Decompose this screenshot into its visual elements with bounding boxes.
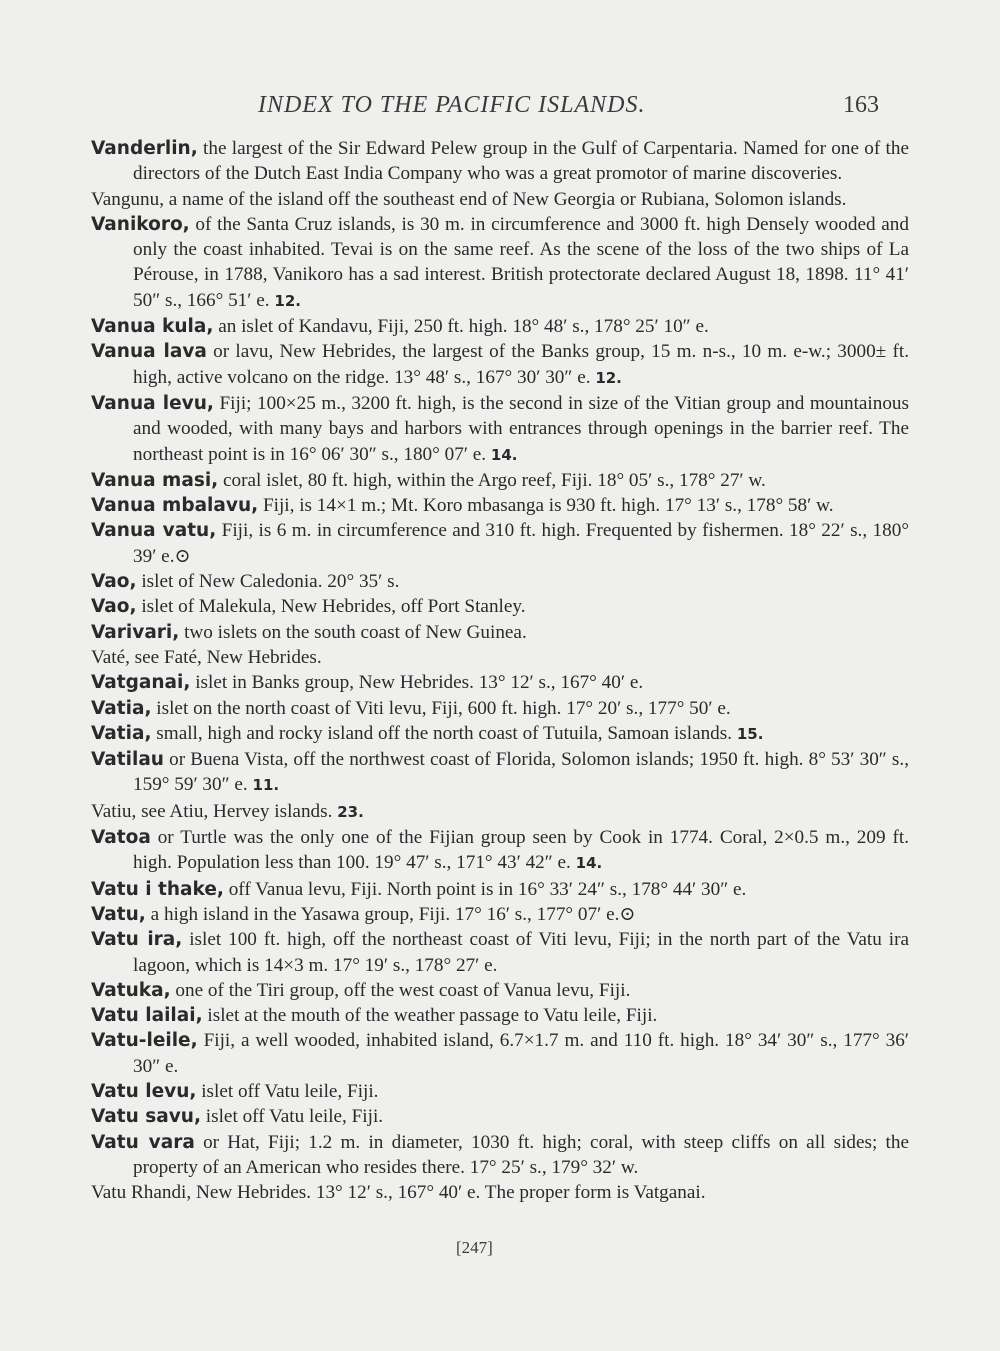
- entry-headword: Vatu levu,: [91, 1080, 197, 1102]
- entry-text: islet of Malekula, New Hebrides, off Port Stanley.: [136, 596, 526, 618]
- entry-headword: Vanua vatu,: [91, 520, 217, 542]
- entry-text: off Vanua levu, Fiji. North point is in 16° 33′ 24″ s., 178° 44′ 30″ e.: [223, 878, 747, 900]
- entry-headword: Vatu i thake,: [91, 878, 224, 900]
- index-entry: [91, 391, 909, 468]
- index-entry: [91, 569, 909, 594]
- entry-headword: Vanikoro,: [91, 213, 190, 235]
- entry-text: or Buena Vista, off the northwest coast of Florida, Solomon islands; 1950 ft. high. 8° 53′ 30″ s., 159° 59′ 30″ e.: [133, 749, 909, 796]
- index-entry: [91, 594, 909, 619]
- entry-text: an islet of Kandavu, Fiji, 250 ft. high. 18° 48′ s., 178° 25′ 10″ e.: [213, 316, 709, 338]
- entry-map-number: 12.: [595, 368, 622, 387]
- entry-headword: Vatu ira,: [91, 929, 183, 951]
- entry-headword: Vatilau: [91, 749, 164, 771]
- entry-headword: Vatia,: [91, 722, 152, 744]
- index-entry: [91, 799, 909, 825]
- entry-text: Fiji; 100×25 m., 3200 ft. high, is the second in size of the Vitian group and mountainous and wooded, with many bays and harbors with entrances through openings in the barrier reef. The northeast point is in 16° 06′ 30″ s., 180° 07′ e.: [133, 392, 909, 465]
- entry-headword: Vanua masi,: [91, 469, 219, 491]
- folio-number: [247]: [456, 1238, 493, 1257]
- index-entry: [91, 645, 909, 670]
- entry-text: islet of New Caledonia. 20° 35′ s.: [136, 571, 400, 593]
- entry-text: islet off Vatu leile, Fiji.: [201, 1106, 384, 1128]
- index-entry: [91, 314, 909, 339]
- entry-map-number: 14.: [490, 445, 518, 464]
- index-entry: [91, 1180, 909, 1205]
- entry-headword: Vatganai,: [91, 672, 191, 694]
- entry-map-number: 14.: [575, 854, 603, 873]
- entry-text: islet off Vatu leile, Fiji.: [196, 1080, 379, 1102]
- entry-headword: Vanua kula,: [91, 316, 214, 338]
- index-entry: [91, 670, 909, 695]
- index-entry: [91, 493, 909, 518]
- entry-text: or Turtle was the only one of the Fijian group seen by Cook in 1774. Coral, 2×0.5 m., 209 ft. high. Population less than 100. 19° 47′ s., 171° 43′ 42″ e.: [133, 827, 909, 874]
- entry-text: islet 100 ft. high, off the northeast coast of Viti levu, Fiji; in the north part of the Vatu ira lagoon, which is 14×3 m. 17° 19′ s., 178° 27′ e.: [133, 929, 909, 976]
- entry-map-number: 11.: [252, 776, 280, 795]
- entry-text: one of the Tiri group, off the west coast of Vanua levu, Fiji.: [170, 979, 631, 1001]
- entry-headword: Vatu lailai,: [91, 1005, 203, 1027]
- entry-headword: Vatu-leile,: [91, 1030, 198, 1052]
- index-entries: [91, 136, 909, 1205]
- index-entry: [91, 1130, 909, 1181]
- entry-text: Vaté, see Faté, New Hebrides.: [91, 646, 322, 668]
- index-entry: [91, 620, 909, 645]
- entry-headword: Vao,: [91, 596, 137, 618]
- entry-text: Vangunu, a name of the island off the southeast end of New Georgia or Rubiana, Solomon islands.: [91, 188, 847, 210]
- entry-text: Fiji, is 6 m. in circumference and 310 ft. high. Frequented by fishermen. 18° 22′ s., 180° 39′ e.⊙: [133, 520, 909, 567]
- entry-headword: Vatoa: [91, 827, 151, 849]
- entry-map-number: 12.: [274, 291, 301, 310]
- index-entry: [91, 978, 909, 1003]
- entry-text: two islets on the south coast of New Guinea.: [179, 621, 527, 643]
- entry-headword: Varivari,: [91, 621, 180, 643]
- entry-text: small, high and rocky island off the north coast of Tutuila, Samoan islands.: [151, 722, 737, 744]
- entry-text: Vatiu, see Atiu, Hervey islands.: [91, 800, 338, 822]
- index-entry: [91, 339, 909, 391]
- running-head: [0, 86, 1000, 122]
- index-entry: [91, 518, 909, 569]
- entry-map-number: 23.: [337, 802, 364, 821]
- index-entry: [91, 927, 909, 978]
- entry-headword: Vatuka,: [91, 979, 171, 1001]
- entry-text: islet on the north coast of Viti levu, Fiji, 600 ft. high. 17° 20′ s., 177° 50′ e.: [151, 697, 731, 719]
- entry-headword: Vanua mbalavu,: [91, 495, 259, 517]
- entry-text: or lavu, New Hebrides, the largest of the Banks group, 15 m. n-s., 10 m. e-w.; 3000± ft. high, active volcano on the ridge. 13° 48′ s., 167° 30′ 30″ e.: [133, 341, 909, 388]
- entry-headword: Vatu vara: [91, 1131, 195, 1153]
- index-entry: [91, 212, 909, 314]
- page-number: 163: [843, 92, 879, 118]
- entry-text: islet in Banks group, New Hebrides. 13° 12′ s., 167° 40′ e.: [190, 672, 644, 694]
- entry-headword: Vatu,: [91, 903, 146, 925]
- entry-headword: Vanua lava: [91, 341, 207, 363]
- entry-text: or Hat, Fiji; 1.2 m. in diameter, 1030 ft. high; coral, with steep cliffs on all sides; the property of an American who resides there. 17° 25′ s., 179° 32′ w.: [133, 1131, 909, 1178]
- index-entry: [91, 747, 909, 799]
- entry-text: islet at the mouth of the weather passage to Vatu leile, Fiji.: [202, 1005, 658, 1027]
- entry-headword: Vatu savu,: [91, 1106, 201, 1128]
- index-entry: [91, 877, 909, 902]
- entry-headword: Vanua levu,: [91, 392, 214, 414]
- index-entry: [91, 902, 909, 927]
- entry-headword: Vao,: [91, 571, 137, 593]
- index-entry: [91, 696, 909, 721]
- index-entry: [91, 1028, 909, 1079]
- entry-text: of the Santa Cruz islands, is 30 m. in circumference and 3000 ft. high Densely wooded and only the coast inhabited. Tevai is on the same reef. As the scene of the loss of the two ships of La Pérouse, in 1788, Vanikoro has a sad interest. British protectorate declared August 18, 1898. 11° 41′ 50″ s., 166° 51′ e.: [133, 213, 909, 311]
- index-entry: [91, 187, 909, 212]
- entry-map-number: 15.: [736, 724, 764, 743]
- entry-text: Vatu Rhandi, New Hebrides. 13° 12′ s., 167° 40′ e. The proper form is Vatganai.: [91, 1182, 706, 1204]
- entry-text: coral islet, 80 ft. high, within the Argo reef, Fiji. 18° 05′ s., 178° 27′ w.: [218, 469, 766, 491]
- entry-headword: Vatia,: [91, 697, 152, 719]
- index-entry: [91, 468, 909, 493]
- entry-text: a high island in the Yasawa group, Fiji. 17° 16′ s., 177° 07′ e.⊙: [145, 903, 636, 925]
- index-entry: [91, 136, 909, 187]
- index-entry: [91, 825, 909, 877]
- index-entry: [91, 1079, 909, 1104]
- entry-headword: Vanderlin,: [91, 138, 198, 159]
- index-entry: [91, 1003, 909, 1028]
- index-entry: [91, 721, 909, 747]
- index-entry: [91, 1104, 909, 1129]
- entry-text: Fiji, a well wooded, inhabited island, 6.7×1.7 m. and 110 ft. high. 18° 34′ 30″ s., 177° 36′ 30″ e.: [133, 1030, 909, 1077]
- entry-text: Fiji, is 14×1 m.; Mt. Koro mbasanga is 930 ft. high. 17° 13′ s., 178° 58′ w.: [258, 495, 834, 517]
- page-title: INDEX TO THE PACIFIC ISLANDS.: [258, 92, 646, 118]
- entry-text: the largest of the Sir Edward Pelew group in the Gulf of Carpentaria. Named for one of the directors of the Dutch East India Company who was a great promotor of marine discoveries.: [133, 138, 909, 185]
